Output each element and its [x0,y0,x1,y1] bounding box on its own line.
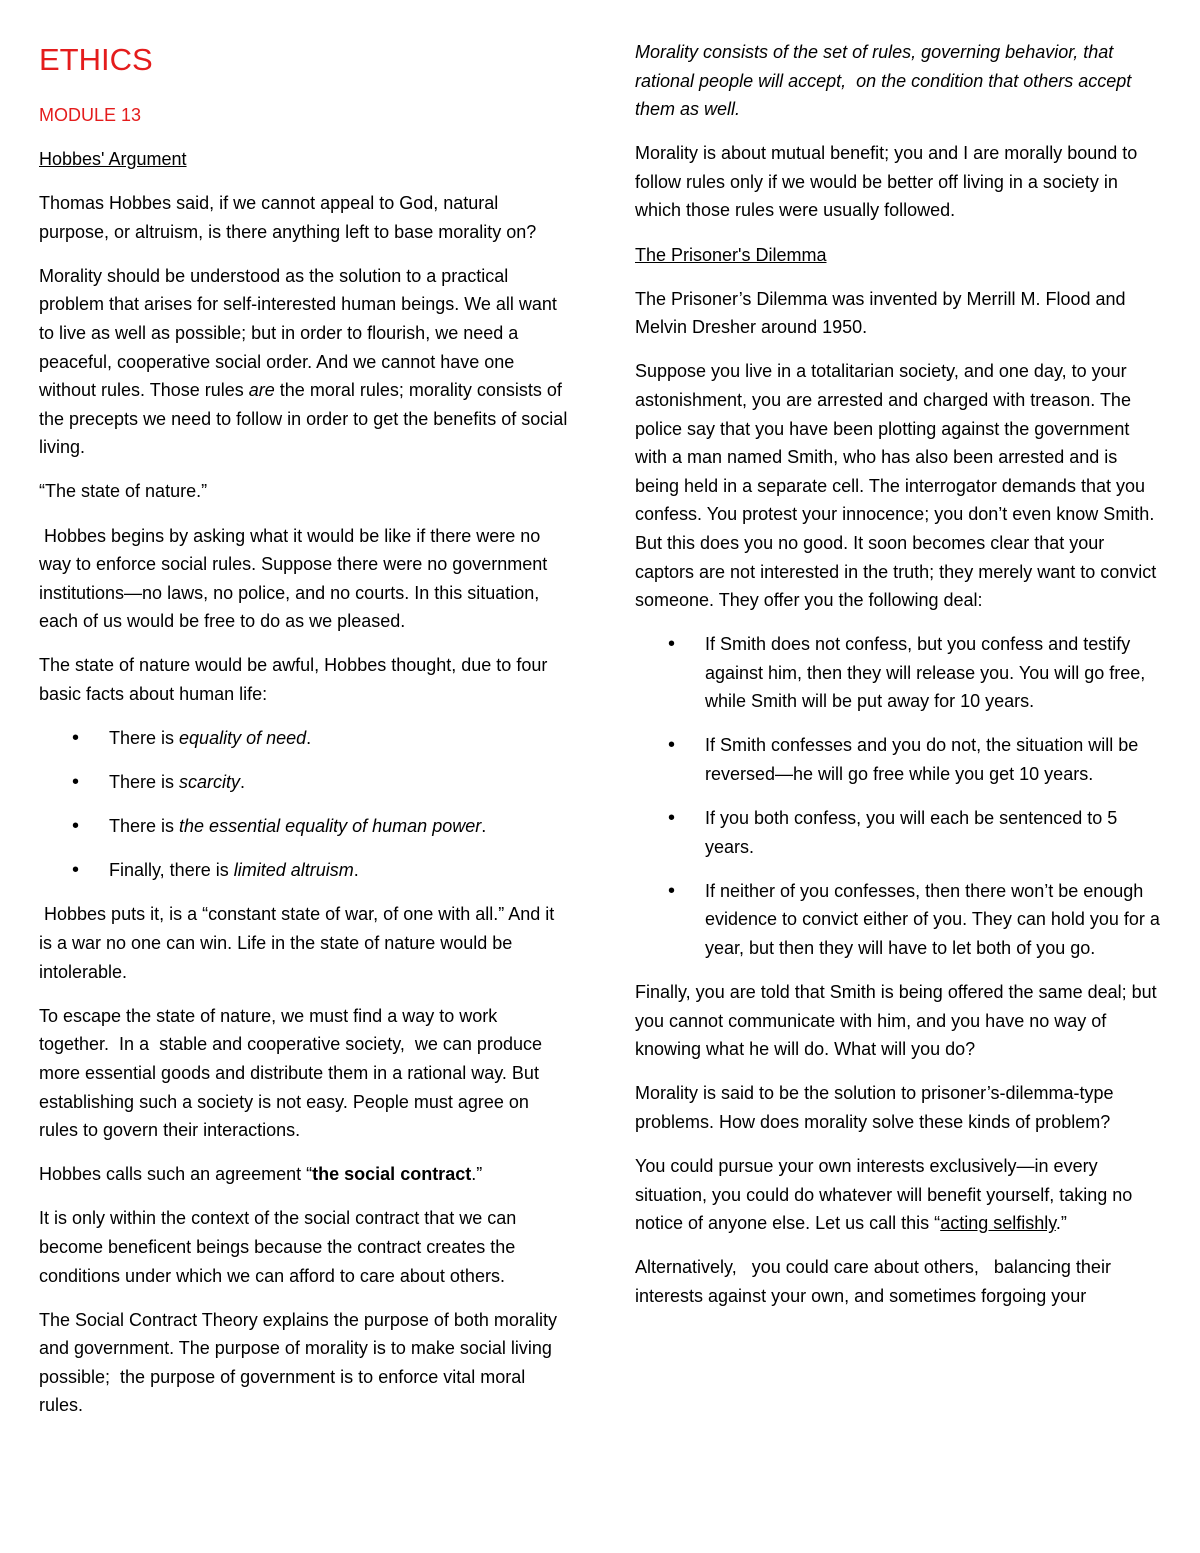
bullet-list [39,724,569,885]
module-label: MODULE 13 [39,105,142,125]
paragraph: The Prisoner’s Dilemma was invented by Merrill M. Flood and Melvin Dresher around 1950. [635,288,1126,338]
paragraph: To escape the state of nature, we must find a way to work together. In a stable and cooperative society, we can produce more essential goods and distribute them in a rational way. But establishing such a society is not easy. People must agree on rules to govern their interactions. [39,1005,547,1141]
list-item: • Finally, there is limited altruism. [39,856,569,885]
paragraph: The state of nature would be awful, Hobbes thought, due to four basic facts about human life: [39,655,548,704]
paragraph: Alternatively, you could care about others, balancing their interests against your own, and sometimes forgoing your [635,1257,1116,1306]
list-item: • There is the essential equality of human power. [39,812,569,841]
section-heading-prisoners-dilemma: The Prisoner's Dilemma [635,244,827,265]
right-body [635,38,1165,1326]
list-item: • There is equality of need. [39,724,569,753]
list-item: • If you both confess, you will each be sentenced to 5 years. [635,804,1165,861]
paragraph: Thomas Hobbes said, if we cannot appeal to God, natural purpose, or altruism, is there anything left to base morality on? [39,193,537,242]
page-title: ETHICS [39,42,153,77]
list-item: • If Smith confesses and you do not, the situation will be reversed—he will go free while you get 10 years. [635,731,1165,788]
paragraph: Hobbes calls such an agreement “the social contract.” [39,1164,483,1185]
italic-quote: Morality consists of the set of rules, governing behavior, that rational people will accept, on the condition that others accept them as well. [635,42,1137,120]
left-body [39,145,569,1435]
paragraph: Finally, you are told that Smith is being offered the same deal; but you cannot communicate with him, and you have no way of knowing what he will do. What will you do? [635,982,1157,1060]
paragraph: Morality should be understood as the solution to a practical problem that arises for self-interested human beings. We all want to live as well as possible; but in order to flourish, we need a peaceful, cooperative social order. And we cannot have one without rules. Those rules are the moral rules; morality consists of the precepts we need to follow in order to get the benefits of social living. [39,265,568,458]
paragraph: Morality is said to be the solution to prisoner’s-dilemma-type problems. How does morality solve these kinds of problem? [635,1083,1114,1132]
bullet-list [635,630,1165,962]
list-item: • If neither of you confesses, then there won’t be enough evidence to convict either of you. They can hold you for a year, but then they will have to let both of you go. [635,877,1165,963]
paragraph: Hobbes puts it, is a “constant state of war, of one with all.” And it is a war no one can win. Life in the state of nature would be intolerable. [39,904,560,982]
paragraph: You could pursue your own interests exclusively—in every situation, you could do whatever will benefit yourself, taking no notice of anyone else. Let us call this “acting selfishly.” [635,1156,1133,1234]
paragraph: “The state of nature.” [39,481,208,502]
paragraph: The Social Contract Theory explains the purpose of both morality and government. The purpose of morality is to make social living possible; the purpose of government is to enforce vital moral rules. [39,1309,562,1416]
paragraph: Morality is about mutual benefit; you and I are morally bound to follow rules only if we would be better off living in a society in which those rules were usually followed. [635,143,1138,221]
list-item: • There is scarcity. [39,768,569,797]
paragraph: Suppose you live in a totalitarian society, and one day, to your astonishment, you are arrested and charged with treason. The police say that you have been plotting against the government with a man named Smith, who has also been arrested and is being held in a separate cell. The interrogator demands that you confess. You protest your innocence; you don’t even know Smith. But this does you no good. It soon becomes clear that your captors are not interested in the truth; they merely want to convict someone. They offer you the following deal: [635,361,1157,611]
paragraph: It is only within the context of the social contract that we can become beneficent beings because the contract creates the conditions under which we can afford to care about others. [39,1208,517,1286]
paragraph: Hobbes begins by asking what it would be like if there were no way to enforce social rules. Suppose there were no government institutions—no laws, no police, and no courts. In this situation, each of us would be free to do as we pleased. [39,525,553,632]
list-item: • If Smith does not confess, but you confess and testify against him, then they will release you. You will go free, while Smith will be put away for 10 years. [635,630,1165,716]
section-heading-hobbes: Hobbes' Argument [39,149,187,169]
